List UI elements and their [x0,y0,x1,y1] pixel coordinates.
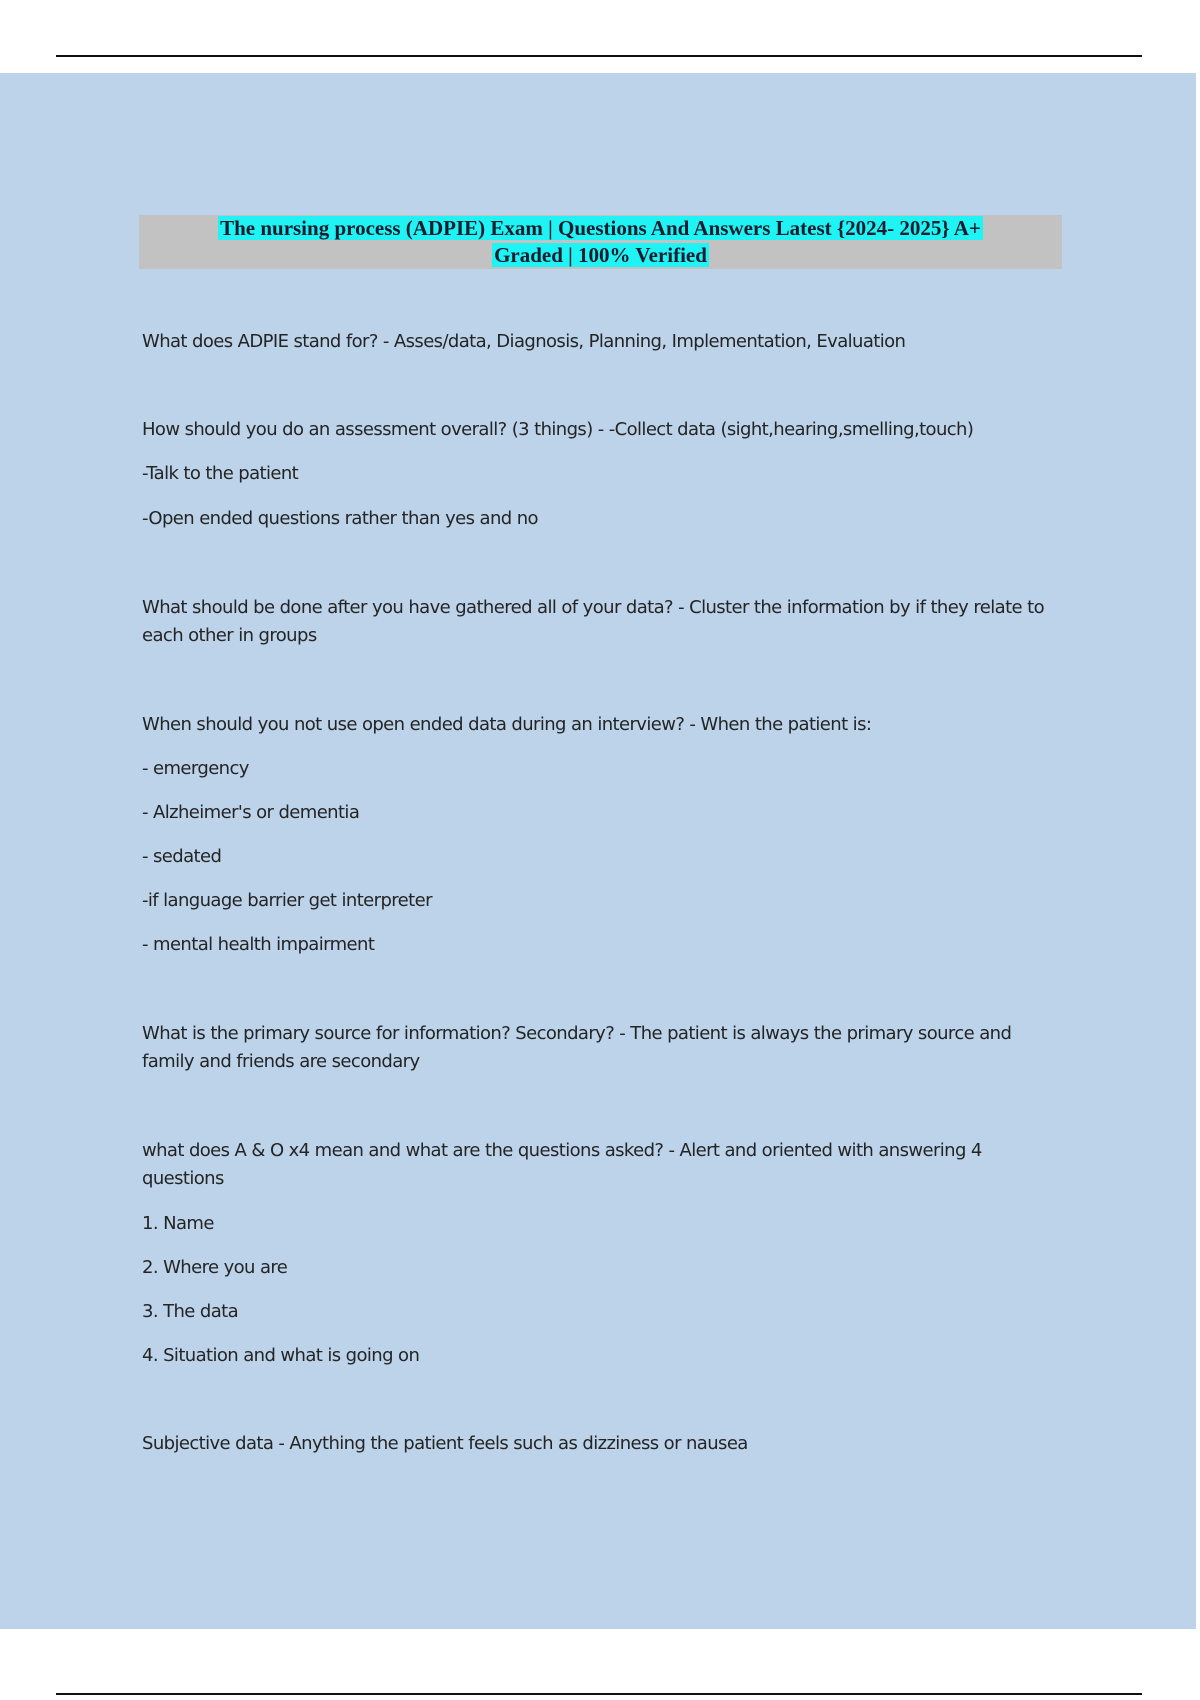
qa-7-question: Subjective data - Anything the patient feels such as dizziness or nausea [142,1433,748,1454]
qa-4-line-5: -if language barrier get interpreter [142,890,432,911]
qa-2-question: How should you do an assessment overall? (3 things) - -Collect data (sight,hearing,smelling,touch) [142,419,974,440]
qa-6-line-5: 4. Situation and what is going on [142,1345,420,1366]
qa-5-question: What is the primary source for information? Secondary? - The patient is always the primary source and family and friends are secondary [142,1023,1012,1072]
qa-6-line-3: 2. Where you are [142,1257,288,1278]
title-line-2: Graded | 100% Verified [494,243,707,267]
top-rule [56,55,1142,57]
qa-6-line-2: 1. Name [142,1213,214,1234]
qa-4-line-2: - emergency [142,758,249,779]
page-edge [1196,73,1200,1629]
qa-2-line-3: -Open ended questions rather than yes and no [142,508,538,529]
qa-4-line-6: - mental health impairment [142,934,375,955]
qa-4-line-3: - Alzheimer's or dementia [142,802,360,823]
title-line-1: The nursing process (ADPIE) Exam | Questions And Answers Latest {2024- 2025} A+ [220,216,981,240]
qa-4-line-4: - sedated [142,846,222,867]
bottom-rule [56,1693,1142,1695]
title-box [139,215,1062,269]
qa-3-question: What should be done after you have gathered all of your data? - Cluster the information by if they relate to each other in groups [142,597,1044,646]
qa-6-line-4: 3. The data [142,1301,239,1322]
qa-4-question: When should you not use open ended data during an interview? - When the patient is: [142,714,872,735]
qa-1-question: What does ADPIE stand for? - Asses/data, Diagnosis, Planning, Implementation, Evaluation [142,331,906,352]
qa-2-line-2: -Talk to the patient [142,463,299,484]
qa-6-question: what does A & O x4 mean and what are the questions asked? - Alert and oriented with answering 4 questions [142,1140,982,1189]
